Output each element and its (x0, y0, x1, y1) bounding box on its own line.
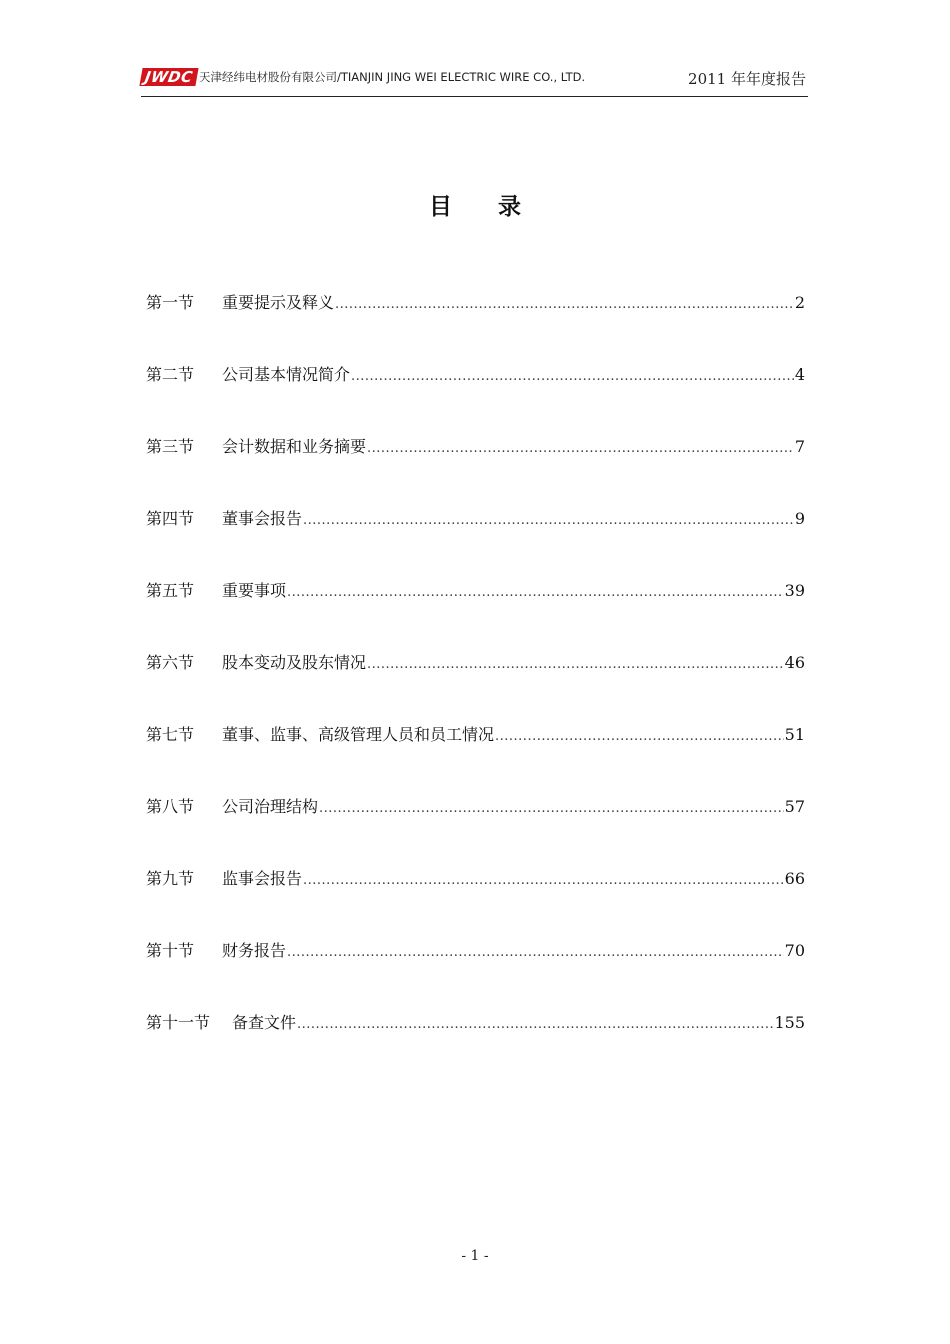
toc-page-number: 155 (774, 1013, 805, 1032)
toc-page-number: 4 (794, 365, 805, 384)
toc-section-title: 会计数据和业务摘要 (222, 437, 367, 456)
toc-section-title: 重要提示及释义 (222, 293, 335, 312)
toc-page-number: 39 (784, 581, 805, 600)
toc-section-title: 财务报告 (222, 941, 287, 960)
toc-page-number: 46 (784, 653, 805, 672)
toc-entry[interactable] (146, 938, 805, 1010)
toc-section-title: 股本变动及股东情况 (222, 653, 367, 672)
toc-title: 目录 (429, 194, 567, 220)
table-of-contents (146, 290, 805, 1082)
toc-section-number: 第九节 (146, 869, 195, 888)
toc-leader-dots (351, 369, 794, 384)
toc-leader-dots (297, 1017, 773, 1032)
toc-page-number: 51 (784, 725, 805, 744)
toc-entry[interactable] (146, 434, 805, 506)
page-number: - 1 - (461, 1248, 489, 1264)
toc-entry[interactable] (146, 794, 805, 866)
report-title: 2011 年年度报告 (688, 70, 806, 88)
toc-page-number: 57 (784, 797, 805, 816)
toc-entry[interactable] (146, 722, 805, 794)
toc-page-number: 66 (784, 869, 805, 888)
toc-section-title: 监事会报告 (222, 869, 303, 888)
page-header (141, 66, 808, 97)
toc-entry[interactable] (146, 1010, 805, 1082)
toc-leader-dots (335, 297, 794, 312)
toc-section-number: 第八节 (146, 797, 195, 816)
toc-leader-dots (319, 801, 784, 816)
toc-leader-dots (287, 585, 784, 600)
toc-section-title: 公司治理结构 (222, 797, 319, 816)
toc-leader-dots (367, 657, 784, 672)
toc-leader-dots (367, 441, 794, 456)
company-logo: JWDC (139, 68, 198, 86)
toc-section-number: 第六节 (146, 653, 195, 672)
toc-entry[interactable] (146, 578, 805, 650)
toc-section-title: 董事会报告 (222, 509, 303, 528)
toc-leader-dots (287, 945, 784, 960)
toc-leader-dots (303, 513, 794, 528)
toc-section-number: 第一节 (146, 293, 195, 312)
toc-entry[interactable] (146, 866, 805, 938)
toc-section-number: 第十一节 (146, 1013, 211, 1032)
toc-page-number: 9 (794, 509, 805, 528)
toc-section-number: 第七节 (146, 725, 195, 744)
toc-section-number: 第三节 (146, 437, 195, 456)
toc-leader-dots (495, 729, 784, 744)
toc-section-title: 重要事项 (222, 581, 287, 600)
toc-section-number: 第二节 (146, 365, 195, 384)
toc-page-number: 7 (794, 437, 805, 456)
toc-section-title: 董事、监事、高级管理人员和员工情况 (222, 725, 495, 744)
toc-page-number: 70 (784, 941, 805, 960)
toc-section-number: 第十节 (146, 941, 195, 960)
toc-section-title: 公司基本情况简介 (222, 365, 351, 384)
toc-entry[interactable] (146, 650, 805, 722)
toc-section-number: 第四节 (146, 509, 195, 528)
toc-section-number: 第五节 (146, 581, 195, 600)
toc-entry[interactable] (146, 362, 805, 434)
toc-entry[interactable] (146, 290, 805, 362)
toc-page-number: 2 (794, 293, 805, 312)
toc-entry[interactable] (146, 506, 805, 578)
company-name: 天津经纬电材股份有限公司/TIANJIN JING WEI ELECTRIC WIRE CO., LTD. (199, 70, 586, 84)
toc-section-title: 备查文件 (232, 1013, 297, 1032)
toc-leader-dots (303, 873, 784, 888)
